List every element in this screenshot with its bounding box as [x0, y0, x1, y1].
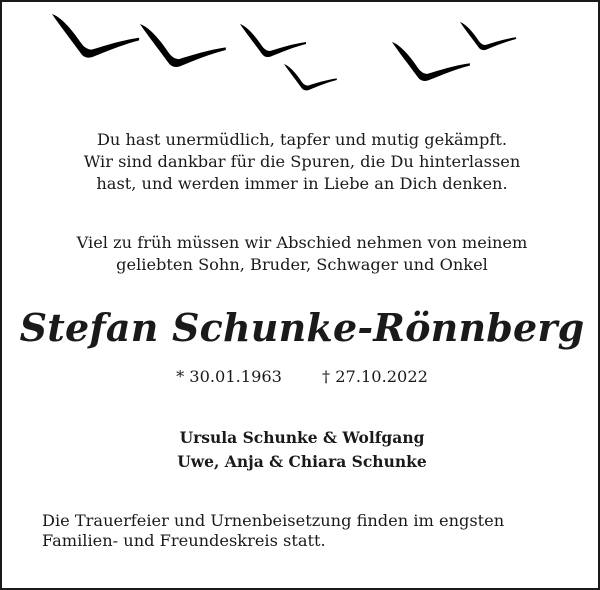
funeral-line: Familien- und Freundeskreis statt.	[42, 531, 326, 550]
bird-5-icon	[392, 42, 470, 81]
deceased-name: Stefan Schunke-Rönnberg	[19, 305, 585, 350]
intro-line: Du hast unermüdlich, tapfer und mutig gekämpft.	[96, 130, 508, 149]
farewell-line: geliebten Sohn, Bruder, Schwager und Onkel	[116, 255, 488, 274]
mourner-line: Uwe, Anja & Chiara Schunke	[177, 452, 427, 471]
bird-2-icon	[140, 24, 226, 67]
bird-1-icon	[52, 14, 139, 58]
mourners-list	[2, 426, 600, 474]
bird-4-icon	[284, 64, 337, 90]
flying-birds-icon	[2, 2, 600, 112]
intro-line: hast, und werden immer in Liebe an Dich denken.	[96, 174, 508, 193]
bird-6-icon	[460, 22, 516, 50]
life-dates	[2, 366, 600, 388]
funeral-line: Die Trauerfeier und Urnenbeisetzung finden im engsten	[42, 511, 505, 530]
intro-verse	[2, 129, 600, 195]
farewell-line: Viel zu früh müssen wir Abschied nehmen von meinem	[76, 233, 528, 252]
death-date: † 27.10.2022	[322, 367, 428, 386]
bird-3-icon	[240, 24, 306, 57]
funeral-info	[42, 511, 582, 551]
farewell-text	[2, 232, 600, 276]
intro-line: Wir sind dankbar für die Spuren, die Du hinterlassen	[83, 152, 521, 171]
mourner-line: Ursula Schunke & Wolfgang	[179, 428, 425, 447]
birth-date: * 30.01.1963	[176, 367, 282, 386]
